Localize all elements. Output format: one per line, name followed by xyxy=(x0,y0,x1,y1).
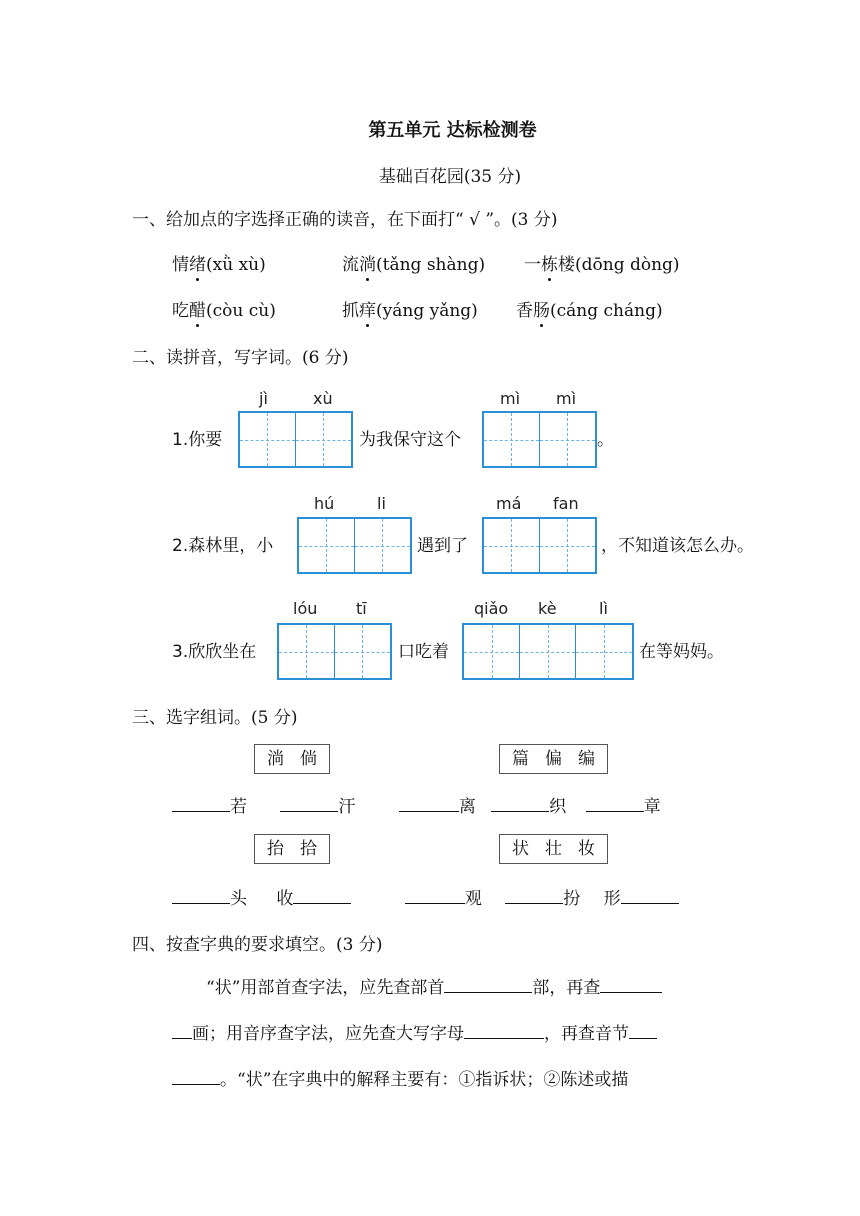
pinyin-label: li xyxy=(377,494,386,513)
pinyin-label: jì xyxy=(259,389,268,408)
page-title: 第五单元 达标检测卷 xyxy=(368,120,537,141)
pinyin-label: mì xyxy=(500,389,521,408)
fill-row-2: 头 收 观 扮 形 xyxy=(172,884,679,909)
pinyin-item-6: 香肠(cáng cháng) xyxy=(516,296,663,321)
section-subtitle: 基础百花园(35 分) xyxy=(378,167,522,187)
char-choice-box: 抬 拾 xyxy=(254,834,330,864)
pinyin-label: tī xyxy=(356,599,367,618)
pinyin-item-1: 情绪(xǜ xù) xyxy=(172,250,266,275)
dictionary-line-2: 画；用音序查字法，应先查大写字母 ，再查音节 xyxy=(172,1019,657,1044)
writing-grid[interactable] xyxy=(238,411,353,468)
fill-row-1: 若 汗 离 织 章 xyxy=(172,792,661,817)
question-text: ，不知道该怎么办。 xyxy=(601,536,754,556)
pinyin-item-5: 抓痒(yáng yǎng) xyxy=(342,296,478,321)
writing-grid[interactable] xyxy=(462,623,634,680)
char-choice-box: 淌 倘 xyxy=(254,744,330,774)
writing-grid[interactable] xyxy=(277,623,392,680)
writing-grid[interactable] xyxy=(482,517,597,574)
pinyin-label: lóu xyxy=(293,599,318,618)
question-text: 2.森林里，小 xyxy=(172,536,274,556)
pinyin-label: xù xyxy=(313,389,333,408)
question-text: 。 xyxy=(597,430,614,450)
pinyin-label: hú xyxy=(314,494,335,513)
section-2-heading: 二、读拼音，写字词。(6 分) xyxy=(132,348,349,368)
char-choice-box: 篇 偏 编 xyxy=(499,744,608,774)
pinyin-label: fan xyxy=(553,494,579,513)
question-text: 遇到了 xyxy=(417,536,468,556)
pinyin-item-2: 流淌(tǎng shàng) xyxy=(342,250,485,275)
question-text: 为我保守这个 xyxy=(359,430,461,450)
question-text: 口吃着 xyxy=(398,642,449,662)
dictionary-line-3: 。“状”在字典中的解释主要有：①指诉状；②陈述或描 xyxy=(172,1065,628,1090)
question-text: 3.欣欣坐在 xyxy=(172,642,257,662)
pinyin-label: lì xyxy=(599,599,608,618)
section-4-heading: 四、按查字典的要求填空。(3 分) xyxy=(132,935,383,955)
pinyin-item-4: 吃醋(còu cù) xyxy=(172,296,276,321)
dictionary-line-1: “状”用部首查字法，应先查部首 部，再查 xyxy=(206,973,662,998)
pinyin-item-3: 一栋楼(dōng dòng) xyxy=(524,250,680,275)
section-1-heading: 一、给加点的字选择正确的读音，在下面打“ √ ”。(3 分) xyxy=(132,210,558,230)
pinyin-label: mì xyxy=(556,389,577,408)
char-choice-box: 状 壮 妆 xyxy=(499,834,608,864)
pinyin-label: má xyxy=(496,494,522,513)
writing-grid[interactable] xyxy=(297,517,412,574)
question-text: 在等妈妈。 xyxy=(639,642,724,662)
question-text: 1.你要 xyxy=(172,430,223,450)
section-3-heading: 三、选字组词。(5 分) xyxy=(132,708,298,728)
writing-grid[interactable] xyxy=(482,411,597,468)
pinyin-label: kè xyxy=(538,599,557,618)
pinyin-label: qiǎo xyxy=(474,599,509,618)
